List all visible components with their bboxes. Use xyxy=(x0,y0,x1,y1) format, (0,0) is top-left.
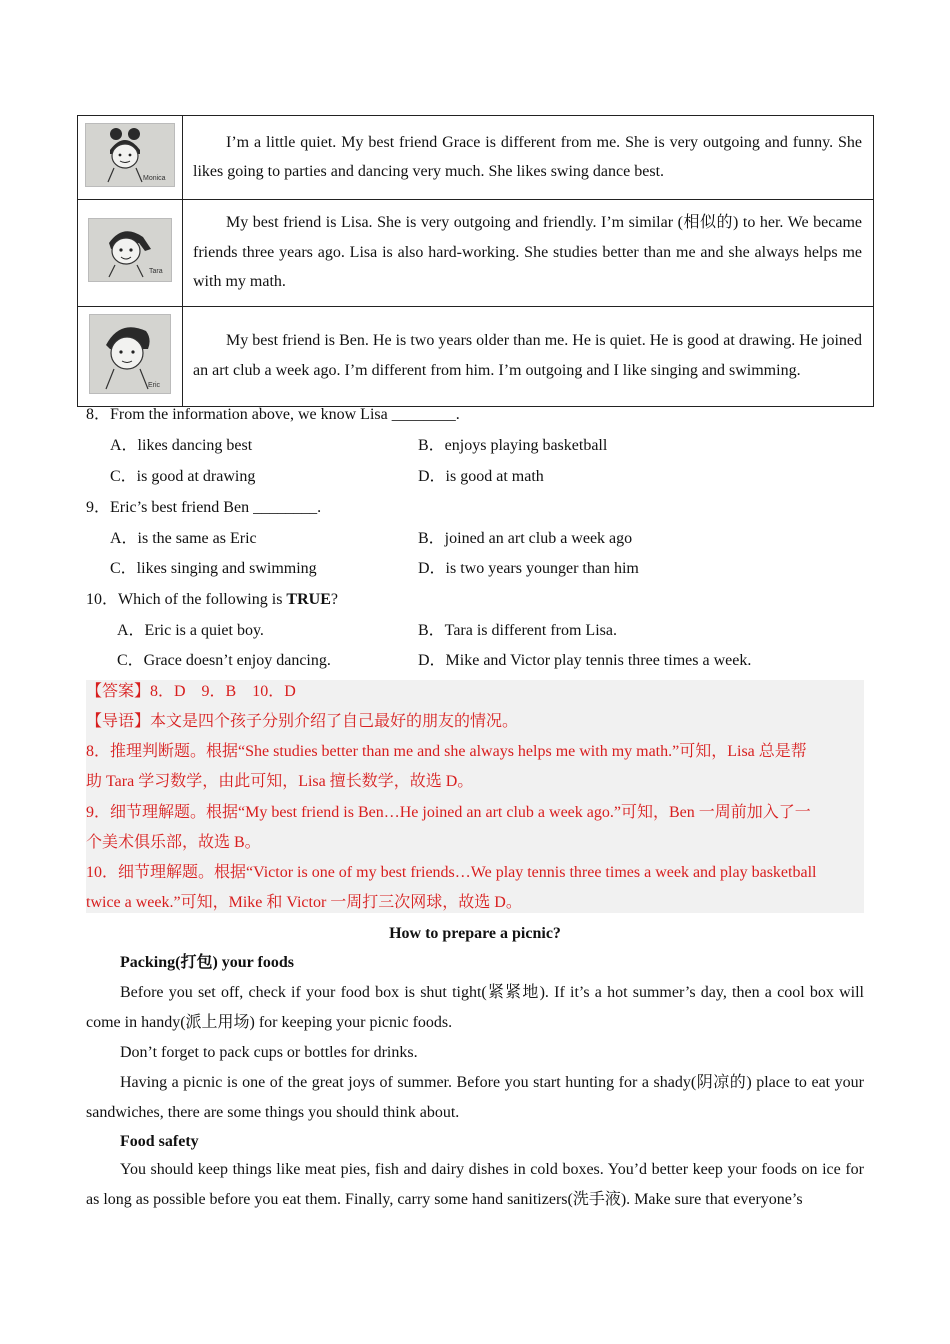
friend-description xyxy=(183,306,874,406)
answer-intro: 【导语】本文是四个孩子分别介绍了自己最好的朋友的情况。 xyxy=(86,713,519,730)
q9-option-d: D．is two years younger than him xyxy=(418,560,639,577)
question-10-stem xyxy=(86,588,338,612)
tara-text: My best friend is Lisa. She is very outgoing and friendly. I’m similar (相似的) to her. We became friends three years ago. Lisa is also hard-working. She studies better than me and she always helps me with my math. xyxy=(193,214,862,290)
explanation-8-line-1: 8．推理判断题。根据“She studies better than me and she always helps me with my math.”可知，Lisa 总是帮 xyxy=(86,743,807,760)
q10-stem-text: 10．Which of the following is xyxy=(86,591,287,608)
q10-option-c: C．Grace doesn’t enjoy dancing. xyxy=(117,652,331,669)
q8-option-d: D．is good at math xyxy=(418,468,544,485)
answer-key: 【答案】8．D 9．B 10．D xyxy=(86,683,296,700)
paragraph-1: Before you set off, check if your food box is shut tight(紧紧地). If it’s a hot summer’s day, then a cool box will come in handy(派上用场) for keeping your picnic foods. xyxy=(86,984,864,1031)
paragraph-3: Having a picnic is one of the great joys of summer. Before you start hunting for a shady(阴凉的) place to eat your sandwiches, there are some things you should think about. xyxy=(86,1074,864,1121)
explanation-10-line-1: 10．细节理解题。根据“Victor is one of my best friends…We play tennis three times a week and play basketball xyxy=(86,864,817,881)
q10-option-b: B．Tara is different from Lisa. xyxy=(418,622,617,639)
q8-option-b: B．enjoys playing basketball xyxy=(418,437,608,454)
photo-cell xyxy=(78,200,183,307)
table-row xyxy=(78,306,874,406)
explanation-10-line-2: twice a week.”可知，Mike 和 Victor 一周打三次网球，故选 D。 xyxy=(86,894,522,911)
explanation-8-line-2: 助 Tara 学习数学，由此可知，Lisa 擅长数学，故选 D。 xyxy=(86,773,474,790)
question-8-stem: 8．From the information above, we know Lisa ________. xyxy=(86,406,460,423)
paragraph-2: Don’t forget to pack cups or bottles for drinks. xyxy=(120,1044,418,1061)
monica-text: I’m a little quiet. My best friend Grace is different from me. She is very outgoing and funny. She likes going to parties and dancing very much. She likes swing dance best. xyxy=(193,133,862,180)
portrait-caption: Eric xyxy=(148,381,161,389)
table-row xyxy=(78,200,874,307)
section-heading-packing: Packing(打包) your foods xyxy=(120,954,294,971)
q10-option-a: A．Eric is a quiet boy. xyxy=(117,622,264,639)
question-9-stem: 9．Eric’s best friend Ben ________. xyxy=(86,499,322,516)
table-row xyxy=(78,116,874,200)
explanation-9-line-2: 个美术俱乐部，故选 B。 xyxy=(86,834,261,851)
eric-text: My best friend is Ben. He is two years older than me. He is quiet. He is good at drawing. He joined an art club a week ago. I’m different from him. I’m outgoing and I like singing and swimming. xyxy=(193,332,862,379)
monica-portrait-image xyxy=(85,123,175,187)
friends-table xyxy=(77,115,874,407)
q10-stem-end: ? xyxy=(330,591,338,608)
friend-description xyxy=(183,200,874,307)
q9-option-c: C．likes singing and swimming xyxy=(110,560,317,577)
q9-option-b: B．joined an art club a week ago xyxy=(418,530,633,547)
photo-cell xyxy=(78,116,183,200)
tara-portrait-image xyxy=(88,218,172,282)
photo-cell xyxy=(78,306,183,406)
q10-option-d: D．Mike and Victor play tennis three times a week. xyxy=(418,652,752,669)
passage-title: How to prepare a picnic? xyxy=(389,925,561,942)
paragraph-4: You should keep things like meat pies, fish and dairy dishes in cold boxes. You’d better keep your foods on ice for as long as possible before you eat them. Finally, carry some hand sanitizers(洗手液). Make sure that everyone’s xyxy=(86,1161,864,1208)
portrait-caption: Tara xyxy=(149,268,163,276)
q8-option-a: A．likes dancing best xyxy=(110,437,253,454)
explanation-9-line-1: 9．细节理解题。根据“My best friend is Ben…He joined an art club a week ago.”可知，Ben 一周前加入了一 xyxy=(86,804,811,821)
q8-option-c: C．is good at drawing xyxy=(110,468,256,485)
eric-portrait-image xyxy=(89,314,171,394)
portrait-caption: Monica xyxy=(143,175,166,182)
friend-description xyxy=(183,116,874,200)
section-heading-food-safety: Food safety xyxy=(120,1133,199,1150)
q10-stem-emphasis: TRUE xyxy=(286,591,331,608)
q9-option-a: A．is the same as Eric xyxy=(110,530,257,547)
